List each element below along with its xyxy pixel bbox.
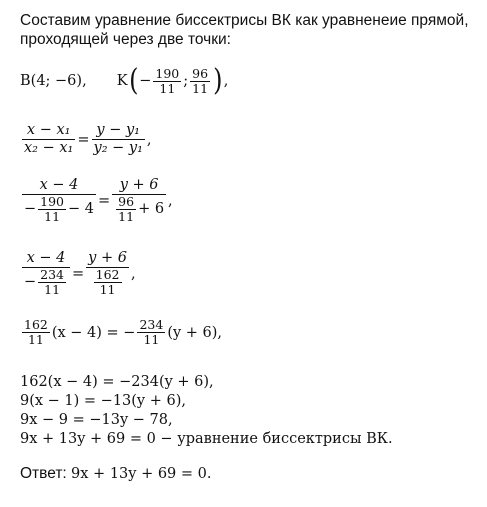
step-4: 9x + 13y + 69 = 0 − уравнение биссектрисы ВК. xyxy=(20,431,393,447)
eq3-left-inner-den: 11 xyxy=(44,282,61,297)
eq1-right-den: y₂ − y₁ xyxy=(93,140,143,156)
semicolon: ; xyxy=(183,73,189,89)
answer-value: 9x + 13y + 69 = 0. xyxy=(71,466,212,482)
equation-general xyxy=(20,122,152,157)
eq2-right-tail: + 6 xyxy=(138,201,165,217)
intro-line-1: Составим уравнение биссектрисы ВК как уравненеие прямой, xyxy=(20,12,469,29)
eq2-right-num: y + 6 xyxy=(119,177,159,193)
close-paren: ) xyxy=(213,63,223,98)
equals-sign: = xyxy=(98,192,111,209)
k-x-den: 11 xyxy=(159,80,176,96)
k-y-den: 11 xyxy=(192,80,209,96)
minus-sign: − xyxy=(24,201,37,217)
eq4-b-tail: (y + 6), xyxy=(167,324,223,341)
equals-sign: = xyxy=(72,265,85,282)
eq3-right-den xyxy=(90,268,126,297)
k-x-fraction xyxy=(153,67,181,96)
point-k-label: K xyxy=(116,73,128,89)
eq2-right-inner-den: 11 xyxy=(118,209,135,224)
answer-line xyxy=(20,465,211,483)
equals-sign: = xyxy=(77,131,90,148)
intro-line-2: проходящей через две точки: xyxy=(20,31,231,48)
k-x-num: 190 xyxy=(155,65,180,81)
answer-label: Ответ: xyxy=(20,465,67,482)
eq1-left-den: x₂ − x₁ xyxy=(24,140,74,156)
k-y-num: 96 xyxy=(192,65,209,81)
point-b: B(4; −6), xyxy=(20,73,87,89)
eq3-left-inner-num: 234 xyxy=(40,267,65,282)
eq3-left-fraction xyxy=(22,250,70,297)
eq2-left-fraction xyxy=(22,177,96,224)
eq2-right-den xyxy=(112,195,166,224)
eq4-a-tail: (x − 4) = − xyxy=(51,324,136,341)
step-1: 162(x − 4) = −234(y + 6), xyxy=(20,374,214,390)
equation-simplified xyxy=(20,250,136,297)
comma: , xyxy=(223,73,229,89)
eq4-a-den: 11 xyxy=(27,332,44,347)
comma: , xyxy=(168,192,173,209)
eq2-right-inner-num: 96 xyxy=(118,194,135,209)
equation-cross xyxy=(20,318,222,347)
k-y-fraction xyxy=(190,67,210,96)
minus-sign: − xyxy=(139,73,152,89)
step-3: 9x − 9 = −13y − 78, xyxy=(20,412,173,428)
eq4-a-fraction xyxy=(22,318,50,347)
points-row xyxy=(20,63,229,98)
minus-sign: − xyxy=(24,274,37,290)
eq4-b-num: 234 xyxy=(139,317,164,332)
eq2-left-inner-fraction xyxy=(38,195,66,224)
eq1-right-fraction xyxy=(92,122,145,157)
eq1-left-num: x − x₁ xyxy=(26,122,71,138)
comma: , xyxy=(146,131,152,148)
eq4-b-den: 11 xyxy=(143,332,160,347)
eq1-right-num: y − y₁ xyxy=(96,122,140,138)
eq2-left-den xyxy=(22,195,96,224)
eq2-left-inner-num: 190 xyxy=(40,194,65,209)
eq3-right-inner-fraction xyxy=(94,268,122,297)
eq2-right-inner-fraction xyxy=(116,195,136,224)
eq2-right-fraction xyxy=(112,177,166,224)
equation-substituted xyxy=(20,177,173,224)
eq2-left-inner-den: 11 xyxy=(44,209,61,224)
open-paren: ( xyxy=(128,63,139,98)
eq4-b-fraction xyxy=(137,318,165,347)
eq2-left-tail: − 4 xyxy=(68,201,94,217)
eq3-right-num: y + 6 xyxy=(88,250,127,266)
eq2-left-num: x − 4 xyxy=(39,177,79,193)
eq3-left-inner-fraction xyxy=(38,268,66,297)
eq3-right-inner-num: 162 xyxy=(95,267,120,282)
eq4-a-num: 162 xyxy=(24,317,48,332)
eq3-right-inner-den: 11 xyxy=(99,282,116,297)
eq3-left-den xyxy=(22,268,70,297)
eq3-left-num: x − 4 xyxy=(26,250,66,266)
eq3-right-fraction xyxy=(86,250,129,297)
step-2: 9(x − 1) = −13(y + 6), xyxy=(20,393,186,409)
eq1-left-fraction xyxy=(22,122,75,157)
comma: , xyxy=(130,265,136,282)
